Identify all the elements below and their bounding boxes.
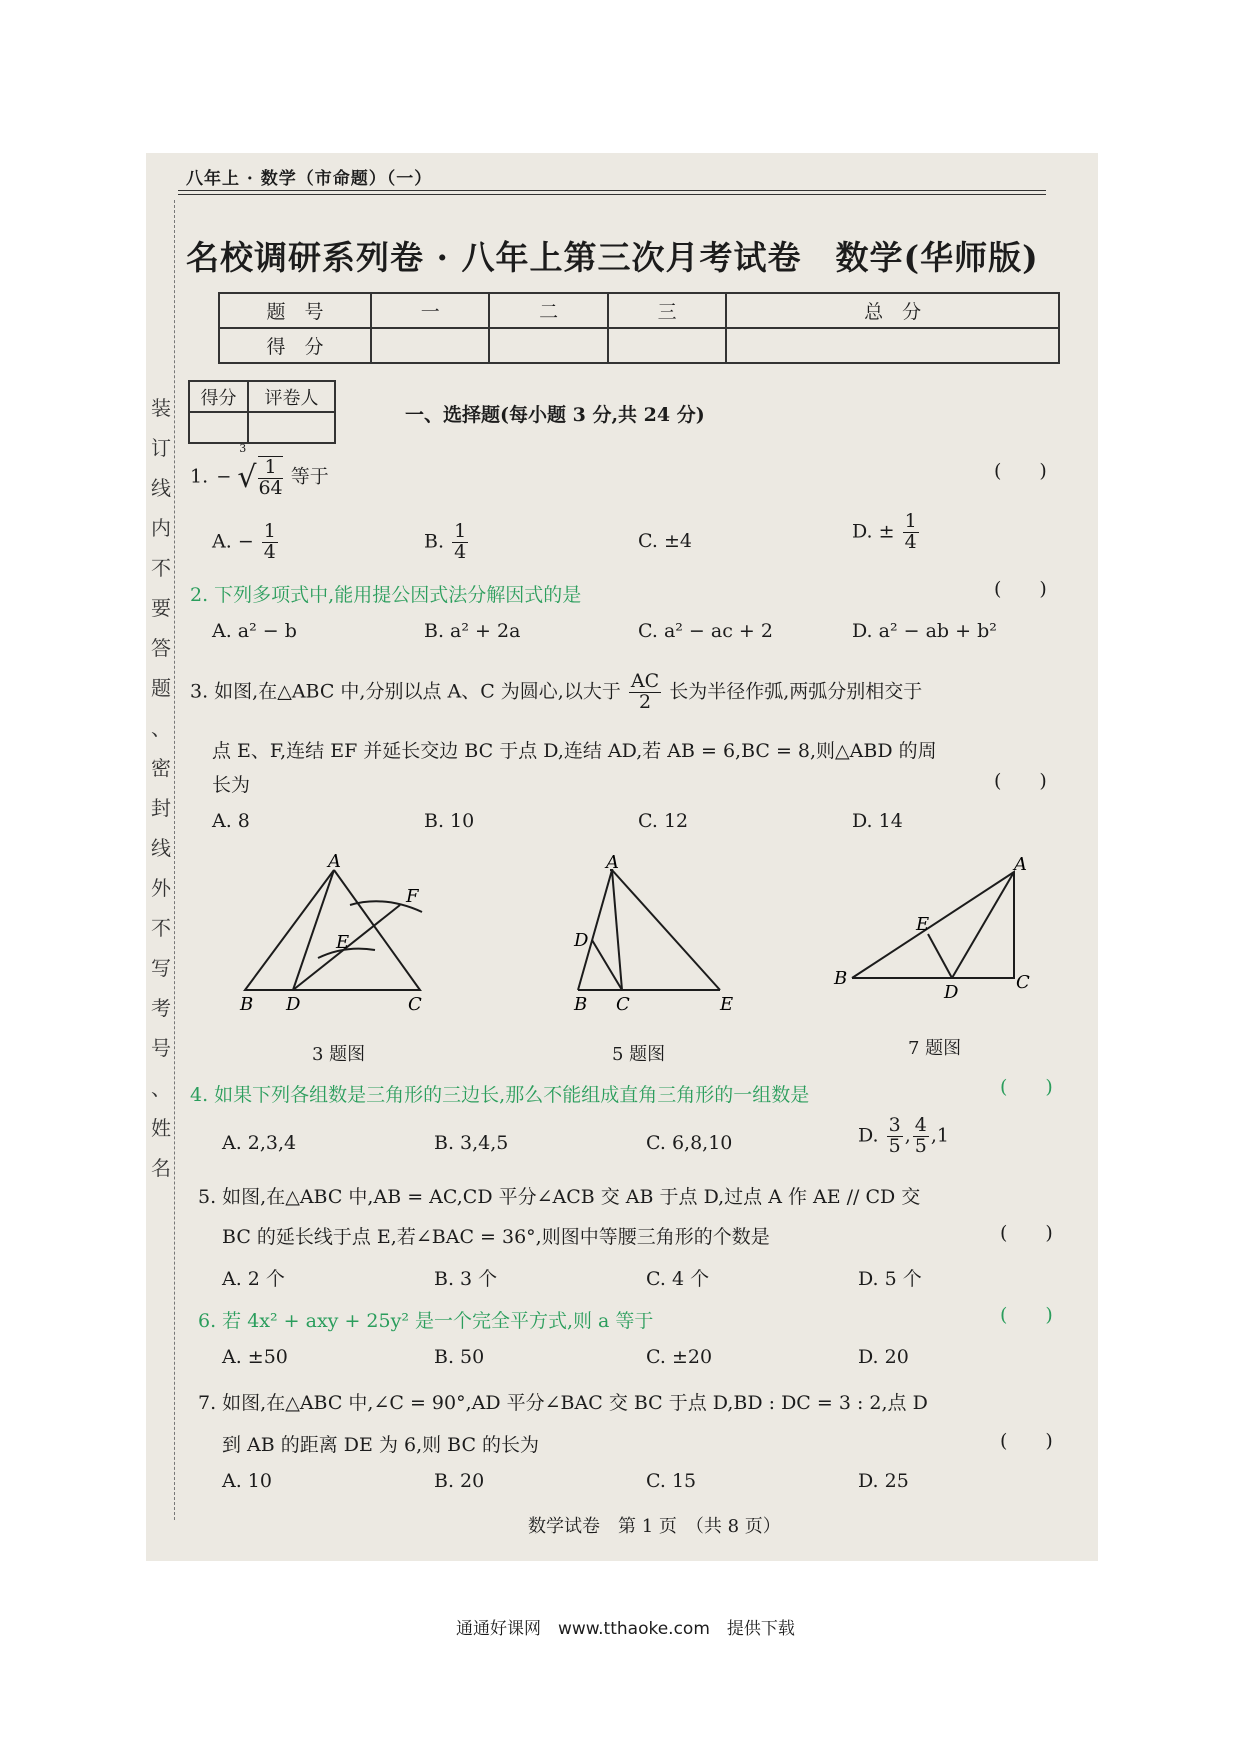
binding-margin-char: 不 (151, 556, 171, 580)
fig3-label-d: D (286, 994, 301, 1015)
q2-option-c[interactable]: C. a² − ac + 2 (638, 620, 773, 642)
fig3-segment-ad (293, 870, 334, 990)
binding-margin-char: 线 (151, 476, 171, 500)
frac-den: 2 (638, 690, 652, 713)
score-cell: 总 分 (726, 293, 1059, 328)
exam-title: 名校调研系列卷 · 八年上第三次月考试卷 数学(华师版) (186, 238, 1039, 277)
answer-bracket-3[interactable]: ( ) (994, 770, 1047, 792)
fig5-label-d: D (574, 930, 589, 951)
score-cell: 题 号 (219, 293, 371, 328)
answer-bracket-1[interactable]: ( ) (994, 460, 1047, 482)
section-heading: 一、选择题(每小题 3 分,共 24 分) (405, 404, 705, 426)
binding-margin-char: 不 (151, 916, 171, 940)
binding-margin-text (150, 388, 172, 1188)
question-1 (190, 442, 329, 499)
frac-den: 5 (914, 1134, 927, 1157)
option-label: C. (638, 530, 658, 552)
score-input-cell[interactable] (489, 328, 607, 363)
fig3-label-e: E (336, 932, 350, 953)
fig7-label-a: A (1014, 854, 1027, 875)
option-sign: − (237, 530, 254, 553)
binding-margin-char: 要 (151, 596, 171, 620)
binding-margin-char: 名 (151, 1156, 171, 1180)
frac-num: AC (630, 670, 660, 692)
score-cell: 一 (371, 293, 489, 328)
fig5-label-a: A (606, 852, 619, 873)
q1-option-d[interactable] (852, 512, 921, 553)
score-cell: 二 (489, 293, 607, 328)
q2-option-b[interactable]: B. a² + 2a (424, 620, 521, 642)
fig5-label-c: C (616, 994, 630, 1015)
binding-margin-char: 装 (151, 396, 171, 420)
question-4: 4. 如果下列各组数是三角形的三边长,那么不能组成直角三角形的一组数是 (190, 1084, 810, 1106)
fig5-segment-ac (612, 870, 622, 990)
frac-den: 5 (888, 1134, 901, 1157)
fig5-segment-ae (612, 870, 720, 990)
score-input-cell[interactable] (371, 328, 489, 363)
score-table (218, 292, 1060, 364)
binding-margin-char: 、 (151, 1076, 171, 1100)
binding-margin-char: 线 (151, 836, 171, 860)
fig7-segment-de (928, 934, 952, 978)
q1-option-b[interactable] (424, 522, 470, 563)
q4-option-b[interactable]: B. 3,4,5 (434, 1132, 509, 1154)
binding-margin-char: 内 (151, 516, 171, 540)
frac-den: 4 (454, 540, 467, 563)
question-3-line-3: 长为 (212, 774, 251, 796)
fig7-label-b: B (834, 968, 848, 989)
answer-bracket-6[interactable]: ( ) (1000, 1304, 1053, 1326)
frac-den: 4 (263, 540, 276, 563)
fig7-segment-ad (952, 872, 1014, 978)
question-7-line-2: 到 AB 的距离 DE 为 6,则 BC 的长为 (222, 1434, 540, 1456)
radicand-denominator: 64 (258, 476, 283, 499)
binding-margin-char: 答 (151, 636, 171, 660)
q5-option-a[interactable]: A. 2 个 (222, 1268, 285, 1290)
q6-option-b[interactable]: B. 50 (434, 1346, 485, 1368)
q6-option-c[interactable]: C. ±20 (646, 1346, 713, 1368)
option-label: B. (424, 530, 445, 553)
binding-line (174, 200, 175, 1520)
grader-score-cell[interactable] (189, 412, 248, 443)
binding-margin-char: 号 (151, 1036, 171, 1060)
question-2: 2. 下列多项式中,能用提公因式法分解因式的是 (190, 584, 582, 606)
fig3-label-f: F (406, 886, 419, 907)
fig3-label-c: C (408, 994, 422, 1015)
frac-den: 4 (904, 530, 917, 553)
q3-option-a[interactable]: A. 8 (212, 810, 250, 832)
binding-margin-char: 写 (151, 956, 171, 980)
score-table-header-row (219, 293, 1059, 328)
question-3-line-2: 点 E、F,连结 EF 并延长交边 BC 于点 D,连结 AD,若 AB = 6,BC = 8,则△ABD 的周 (212, 740, 937, 762)
paper-header: 八年上 · 数学（市命题）（一） (186, 169, 433, 189)
answer-bracket-5[interactable]: ( ) (1000, 1222, 1053, 1244)
fig5-label-b: B (574, 994, 588, 1015)
fig7-label-c: C (1016, 972, 1030, 993)
option-label: D. (852, 520, 873, 543)
q3-option-c[interactable]: C. 12 (638, 810, 689, 832)
q1-cube-root: − 3 √ $\frac{1}{64}$ (216, 442, 283, 499)
q2-option-d[interactable]: D. a² − ab + b² (852, 620, 997, 642)
q4-option-c[interactable]: C. 6,8,10 (646, 1132, 733, 1154)
q4-option-a[interactable]: A. 2,3,4 (222, 1132, 297, 1154)
score-cell: 得 分 (219, 328, 371, 363)
question-7-line-1: 7. 如图,在△ABC 中,∠C = 90°,AD 平分∠BAC 交 BC 于点 D,BD : DC = 3 : 2,点 D (198, 1392, 928, 1414)
page-footer: 数学试卷 第 1 页 （共 8 页） (528, 1516, 781, 1537)
question-5-line-2: BC 的延长线于点 E,若∠BAC = 36°,则图中等腰三角形的个数是 (222, 1226, 770, 1248)
radicand-numerator: 1 (258, 458, 282, 479)
question-5-line-1: 5. 如图,在△ABC 中,AB = AC,CD 平分∠ACB 交 AB 于点 D,过点 A 作 AE // CD 交 (198, 1186, 921, 1208)
option-sign: ± (878, 520, 895, 543)
q6-option-d[interactable]: D. 20 (858, 1346, 909, 1368)
binding-margin-char: 姓 (151, 1116, 171, 1140)
root-index: 3 (239, 442, 247, 455)
binding-margin-char: 密 (151, 756, 171, 780)
q7-option-b[interactable]: B. 20 (434, 1470, 485, 1492)
figure-7-caption: 7 题图 (908, 1038, 962, 1059)
score-table-value-row (219, 328, 1059, 363)
score-input-cell[interactable] (608, 328, 726, 363)
q1-number: 1. (190, 465, 209, 488)
q3-option-d[interactable]: D. 14 (852, 810, 903, 832)
binding-margin-char: 题 (151, 676, 171, 700)
grader-name-label: 评卷人 (248, 381, 335, 412)
question-3-line-1 (190, 672, 922, 713)
q1-suffix: 等于 (290, 465, 329, 488)
fig7-triangle (852, 872, 1014, 978)
binding-margin-char: 考 (151, 996, 171, 1020)
option-label: D. (858, 1124, 879, 1147)
fig7-label-d: D (944, 982, 959, 1003)
frac-num: 1 (454, 520, 467, 542)
option-text: ±4 (663, 530, 692, 552)
binding-margin-char: 封 (151, 796, 171, 820)
answer-bracket-2[interactable]: ( ) (994, 578, 1047, 600)
score-input-cell[interactable] (726, 328, 1059, 363)
q3-text: 3. 如图,在△ABC 中,分别以点 A、C 为圆心,以大于 (190, 680, 621, 703)
figure-7 (830, 850, 1060, 1003)
frac-num: 1 (904, 510, 917, 532)
q2-option-a[interactable]: A. a² − b (212, 620, 297, 642)
q4-option-d[interactable]: D. $\frac{3}{5}$ , $\frac{4}{5}$ ,1 (858, 1114, 950, 1157)
figure-5-caption: 5 题图 (612, 1044, 666, 1065)
fig3-label-a: A (328, 851, 341, 872)
q5-option-d[interactable]: D. 5 个 (858, 1268, 922, 1290)
figure-5 (530, 850, 750, 1015)
answer-bracket-7[interactable]: ( ) (1000, 1430, 1053, 1452)
frac-num: 3 (888, 1114, 901, 1136)
q1-option-a[interactable] (212, 522, 280, 563)
binding-margin-char: 、 (151, 716, 171, 740)
figure-3 (200, 850, 430, 1015)
binding-margin-char: 外 (151, 876, 171, 900)
frac-num: 4 (914, 1114, 927, 1136)
q5-option-c[interactable]: C. 4 个 (646, 1268, 710, 1290)
frac-num: 1 (263, 520, 276, 542)
q7-option-a[interactable]: A. 10 (222, 1470, 272, 1492)
question-6: 6. 若 4x² + axy + 25y² 是一个完全平方式,则 a 等于 (198, 1310, 654, 1332)
option-label: A. (212, 530, 232, 553)
figure-3-caption: 3 题图 (312, 1044, 366, 1065)
score-cell: 三 (608, 293, 726, 328)
fig5-label-e: E (720, 994, 734, 1015)
q3-text: 长为半径作弧,两弧分别相交于 (669, 680, 923, 703)
download-watermark: 通通好课网 www.tthaoke.com 提供下载 (456, 1619, 795, 1639)
option-tail: ,1 (930, 1124, 950, 1147)
header-rule-2 (178, 194, 1046, 195)
header-rule (178, 190, 1046, 191)
grader-table (188, 380, 336, 444)
q3-option-b[interactable]: B. 10 (424, 810, 475, 832)
q5-option-b[interactable]: B. 3 个 (434, 1268, 498, 1290)
grader-name-cell[interactable] (248, 412, 335, 443)
grader-score-label: 得分 (189, 381, 248, 412)
q7-option-d[interactable]: D. 25 (858, 1470, 909, 1492)
q7-option-c[interactable]: C. 15 (646, 1470, 697, 1492)
q1-option-c[interactable] (638, 530, 692, 552)
fig3-triangle (245, 870, 420, 990)
binding-margin-char: 订 (151, 436, 171, 460)
fig3-label-b: B (240, 994, 254, 1015)
q6-option-a[interactable]: A. ±50 (222, 1346, 288, 1368)
fig7-label-e: E (916, 914, 930, 935)
answer-bracket-4[interactable]: ( ) (1000, 1076, 1053, 1098)
